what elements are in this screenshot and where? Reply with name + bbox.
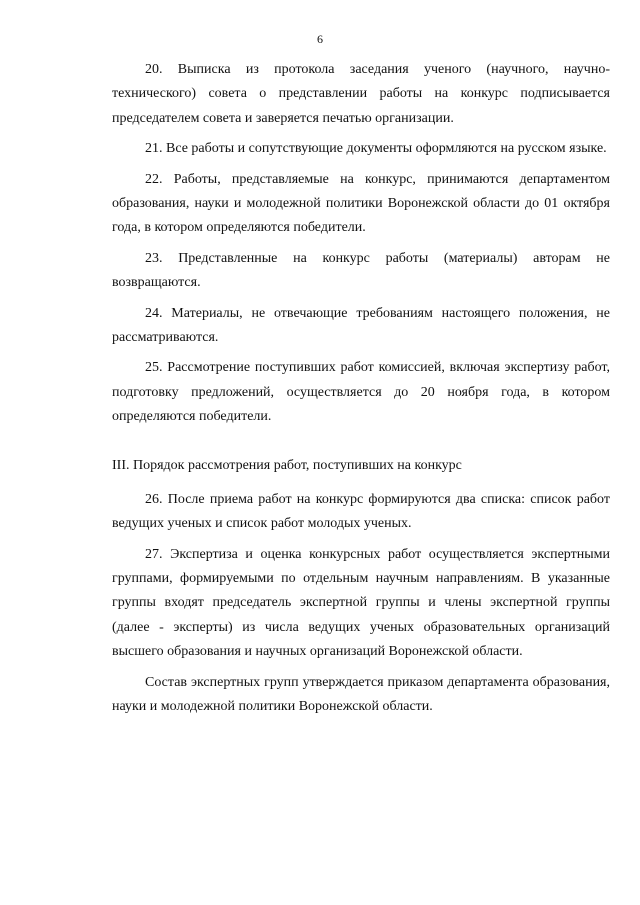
paragraph-24: 24. Материалы, не отвечающие требованиям настоящего положения, не рассматриваются. bbox=[112, 305, 610, 346]
paragraph-21: 21. Все работы и сопутствующие документы оформляются на русском языке. bbox=[145, 141, 607, 157]
paragraph-23: 23. Представленные на конкурс работы (материалы) авторам не возвращаются. bbox=[112, 250, 610, 291]
document-body bbox=[112, 58, 610, 725]
page-number: 6 bbox=[317, 32, 323, 46]
paragraph-27: 27. Экспертиза и оценка конкурсных работ осуществляется экспертными группами, формируемыми по отдельным научным направлениям. В указанные группы входят председатель экспертной группы и члены экспертной группы (далее - эксперты) из числа ведущих ученых образовательных организаций высшего образования и научных организаций Воронежской области. bbox=[112, 546, 610, 660]
paragraph-20: 20. Выписка из протокола заседания ученого (научного, научно-технического) совета о представлении работы на конкурс подписывается председателем совета и заверяется печатью организации. bbox=[112, 62, 610, 126]
section-heading: III. Порядок рассмотрения работ, поступивших на конкурс bbox=[112, 457, 462, 473]
paragraph-expert-groups: Состав экспертных групп утверждается приказом департамента образования, науки и молодежной политики Воронежской области. bbox=[112, 674, 610, 714]
paragraph-25: 25. Рассмотрение поступивших работ комиссией, включая экспертизу работ, подготовку предложений, осуществляется до 20 ноября года, в котором определяются победители. bbox=[112, 360, 610, 425]
paragraph-26: 26. После приема работ на конкурс формируются два списка: список работ ведущих ученых и список работ молодых ученых. bbox=[112, 491, 610, 532]
paragraph-22: 22. Работы, представляемые на конкурс, принимаются департаментом образования, науки и молодежной политики Воронежской области до 01 октября года, в котором определяются победители. bbox=[112, 171, 610, 236]
